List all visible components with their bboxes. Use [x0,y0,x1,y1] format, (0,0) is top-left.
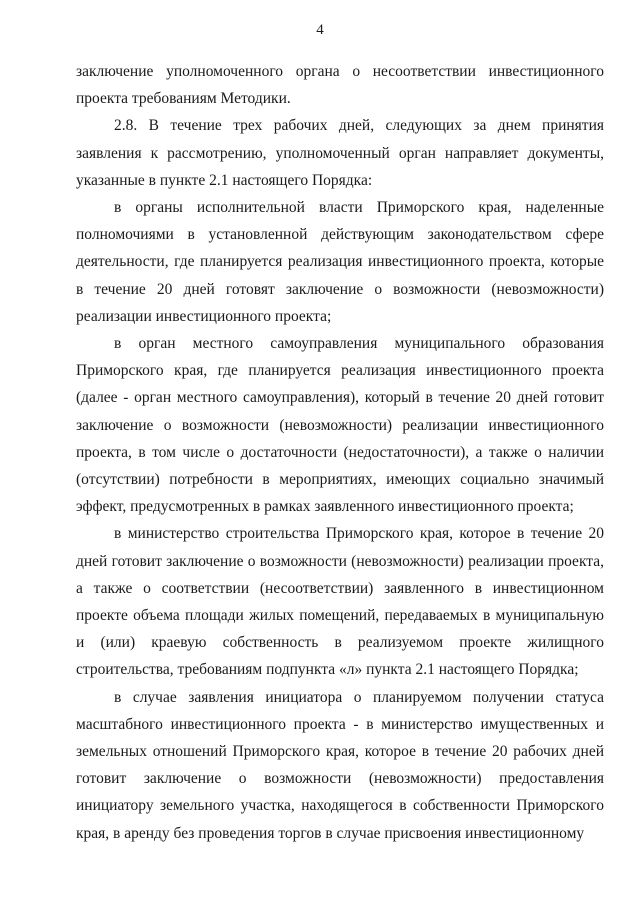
paragraph-local-government: в орган местного самоуправления муниципального образования Приморского края, где планируется реализация инвестиционного проекта (далее - орган местного самоуправления), который в течение 20 дней готовит заключение о возможности (невозможности) реализации инвестиционного проекта, в том числе о достаточности (недостаточности), а также о наличии (отсутствии) потребности в мероприятиях, имеющих социально значимый эффект, предусмотренных в рамках заявленного инвестиционного проекта; [76,335,604,516]
document-body [76,58,604,847]
paragraph-2-8: 2.8. В течение трех рабочих дней, следующих за днем принятия заявления к рассмотрению, уполномоченный орган направляет документы, указанные в пункте 2.1 настоящего Порядка: [76,117,604,189]
paragraph-construction-ministry: в министерство строительства Приморского края, которое в течение 20 дней готовит заключение о возможности (невозможности) реализации проекта, а также о соответствии (несоответствии) заявленного в инвестиционном проекте объема площади жилых помещений, передаваемых в муниципальную и (или) краевую собственность в реализуемом проекте жилищного строительства, требованиям подпункта «л» пункта 2.1 настоящего Порядка; [76,525,604,679]
paragraph-property-ministry: в случае заявления инициатора о планируемом получении статуса масштабного инвестиционного проекта - в министерство имущественных и земельных отношений Приморского края, которое в течение 20 рабочих дней готовит заключение о возможности (невозможности) предоставления инициатору земельного участка, находящегося в собственности Приморского края, в аренду без проведения торгов в случае присвоения инвестиционному [76,688,604,842]
page-number: 4 [316,22,324,38]
paragraph-continuation: заключение уполномоченного органа о несоответствии инвестиционного проекта требованиям Методики. [76,63,604,108]
paragraph-executive-bodies: в органы исполнительной власти Приморского края, наделенные полномочиями в установленной действующим законодательством сфере деятельности, где планируется реализация инвестиционного проекта, которые в течение 20 дней готовят заключение о возможности (невозможности) реализации инвестиционного проекта; [76,199,604,325]
